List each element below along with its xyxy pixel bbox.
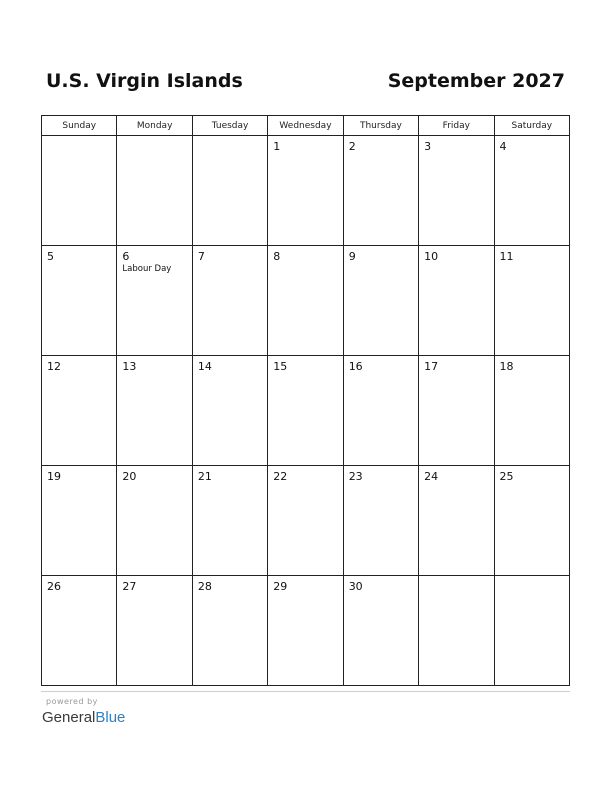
day-number: 4 xyxy=(499,140,507,153)
weekday-saturday: Saturday xyxy=(494,116,569,136)
day-number: 7 xyxy=(197,250,205,263)
calendar-day-cell xyxy=(42,136,117,246)
day-number: 27 xyxy=(122,580,137,593)
calendar-day-cell xyxy=(42,246,117,356)
day-number: 11 xyxy=(499,250,514,263)
calendar-day-cell xyxy=(117,246,192,356)
calendar-day-cell xyxy=(343,356,418,466)
day-number: 28 xyxy=(197,580,212,593)
calendar-day-cell xyxy=(494,466,569,576)
day-number: 2 xyxy=(348,140,356,153)
calendar-day-cell xyxy=(494,356,569,466)
day-number: 23 xyxy=(348,470,363,483)
weekday-tuesday: Tuesday xyxy=(192,116,267,136)
day-number: 17 xyxy=(424,360,439,373)
brand-logo[interactable] xyxy=(42,709,125,726)
calendar-day-cell xyxy=(117,466,192,576)
day-number: 19 xyxy=(47,470,61,483)
calendar-day-cell xyxy=(192,576,267,686)
calendar-day-cell xyxy=(42,356,117,466)
calendar-week-row xyxy=(42,356,570,466)
calendar-day-cell xyxy=(42,576,117,686)
calendar-grid xyxy=(41,115,570,686)
weekday-wednesday: Wednesday xyxy=(268,116,343,136)
day-number: 6 xyxy=(122,250,130,263)
calendar-week-row xyxy=(42,246,570,356)
day-number: 10 xyxy=(424,250,439,263)
calendar-day-cell xyxy=(192,136,267,246)
day-number: 9 xyxy=(348,250,356,263)
day-number: 14 xyxy=(197,360,212,373)
calendar-day-cell xyxy=(268,466,343,576)
calendar-day-cell xyxy=(192,246,267,356)
calendar-day-cell xyxy=(343,466,418,576)
month-year-title: September 2027 xyxy=(387,70,565,92)
calendar-day-cell xyxy=(494,246,569,356)
calendar-day-cell xyxy=(419,246,494,356)
calendar-day-cell xyxy=(494,136,569,246)
brand-name-part2: Blue xyxy=(95,709,126,726)
calendar-day-cell xyxy=(419,466,494,576)
day-number: 24 xyxy=(424,470,439,483)
powered-by-text: powered by xyxy=(46,697,98,706)
day-number: 21 xyxy=(197,470,212,483)
day-number: 22 xyxy=(273,470,288,483)
weekday-thursday: Thursday xyxy=(343,116,418,136)
day-number: 16 xyxy=(348,360,363,373)
calendar-body xyxy=(42,136,570,686)
calendar-day-cell xyxy=(419,136,494,246)
calendar-day-cell xyxy=(117,576,192,686)
calendar-day-cell xyxy=(117,136,192,246)
weekday-header-row xyxy=(42,116,570,136)
calendar-day-cell xyxy=(494,576,569,686)
day-number: 30 xyxy=(348,580,363,593)
day-number: 8 xyxy=(273,250,281,263)
calendar-week-row xyxy=(42,466,570,576)
calendar-day-cell xyxy=(268,246,343,356)
calendar-day-cell xyxy=(268,136,343,246)
calendar-day-cell xyxy=(343,576,418,686)
footer-divider xyxy=(41,691,570,692)
calendar-day-cell xyxy=(419,356,494,466)
weekday-sunday: Sunday xyxy=(42,116,117,136)
calendar-day-cell xyxy=(117,356,192,466)
calendar-day-cell xyxy=(42,466,117,576)
country-title: U.S. Virgin Islands xyxy=(46,70,243,92)
calendar-day-cell xyxy=(268,576,343,686)
day-number: 13 xyxy=(122,360,137,373)
calendar-week-row xyxy=(42,576,570,686)
calendar-day-cell xyxy=(343,246,418,356)
weekday-friday: Friday xyxy=(419,116,494,136)
day-number: 1 xyxy=(273,140,281,153)
day-number: 18 xyxy=(499,360,514,373)
day-number: 25 xyxy=(499,470,514,483)
calendar-week-row xyxy=(42,136,570,246)
weekday-monday: Monday xyxy=(117,116,192,136)
calendar-day-cell xyxy=(192,466,267,576)
day-number: 5 xyxy=(47,250,54,263)
calendar-day-cell xyxy=(268,356,343,466)
day-number: 26 xyxy=(47,580,61,593)
day-number: 12 xyxy=(47,360,61,373)
calendar-day-cell xyxy=(192,356,267,466)
day-number: 3 xyxy=(424,140,432,153)
calendar-day-cell xyxy=(419,576,494,686)
brand-name-part1: General xyxy=(42,709,96,726)
holiday-label: Labour Day xyxy=(122,264,172,274)
day-number: 20 xyxy=(122,470,137,483)
day-number: 15 xyxy=(273,360,288,373)
calendar-day-cell xyxy=(343,136,418,246)
day-number: 29 xyxy=(273,580,288,593)
